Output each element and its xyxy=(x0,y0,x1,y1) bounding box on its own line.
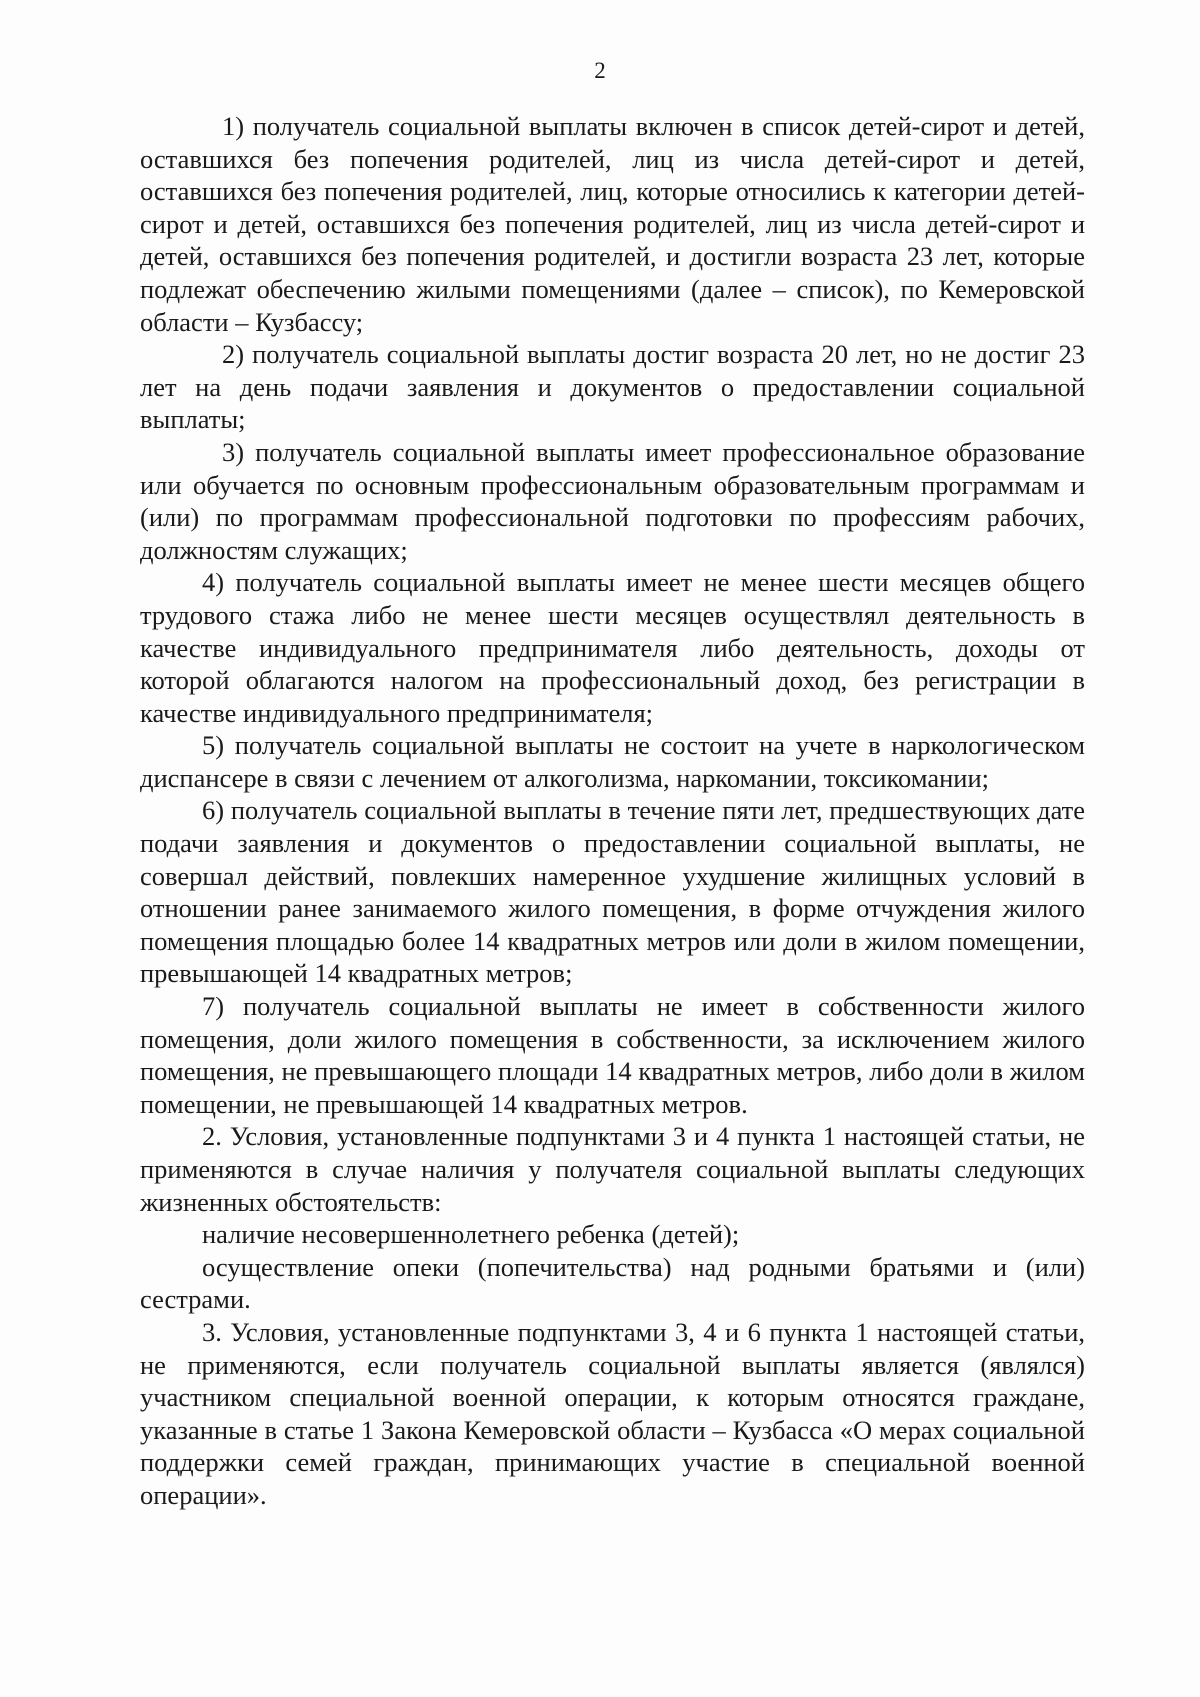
document-body xyxy=(140,110,1085,1512)
paragraph-clause-3: 3. Условия, установленные подпунктами 3, 4 и 6 пункта 1 настоящей статьи, не применяются, если получатель социальной выплаты является (являлся) участником специальной военной операции, к которым относятся граждане, указанные в статье 1 Закона Кемеровской области – Кузбасса «О мерах социальной поддержки семей граждан, принимающих участие в специальной военной операции». xyxy=(140,1316,1085,1510)
paragraph-subitem-2: 2) получатель социальной выплаты достиг возраста 20 лет, но не достиг 23 лет на день подачи заявления и документов о предоставлении социальной выплаты; xyxy=(140,339,1085,435)
paragraph-subitem-6: 6) получатель социальной выплаты в течение пяти лет, предшествующих дате подачи заявления и документов о предоставлении социальной выплаты, не совершал действий, повлекших намеренное ухудшение жилищных условий в отношении ранее занимаемого жилого помещения, в форме отчуждения жилого помещения площадью более 14 квадратных метров или доли в жилом помещении, превышающей 14 квадратных метров; xyxy=(140,795,1085,989)
paragraph-subitem-5: 5) получатель социальной выплаты не состоит на учете в наркологическом диспансере в связи с лечением от алкоголизма, наркомании, токсикомании; xyxy=(140,730,1085,793)
paragraph-circumstance-1: наличие несовершеннолетнего ребенка (детей); xyxy=(202,1219,740,1250)
paragraph-circumstance-2: осуществление опеки (попечительства) над родными братьями и (или) сестрами. xyxy=(140,1251,1085,1315)
paragraph-subitem-3: 3) получатель социальной выплаты имеет профессиональное образование или обучается по основным профессиональным образовательным программам и (или) по программам профессиональной подготовки по профессиям рабочих, должностям служащих; xyxy=(140,436,1085,565)
paragraph-subitem-7: 7) получатель социальной выплаты не имеет в собственности жилого помещения, доли жилого помещения в собственности, за исключением жилого помещения, не превышающего площади 14 квадратных метров, либо доли в жилом помещении, не превышающей 14 квадратных метров. xyxy=(140,991,1085,1119)
paragraph-subitem-1: 1) получатель социальной выплаты включен в список детей-сирот и детей, оставшихся без попечения родителей, лиц из числа детей-сирот и детей, оставшихся без попечения родителей, лиц, которые относились к категории детей-сирот и детей, оставшихся без попечения родителей, лиц из числа детей-сирот и детей, оставшихся без попечения родителей, и достигли возраста 23 лет, которые подлежат обеспечению жилыми помещениями (далее – список), по Кемеровской области – Кузбассу; xyxy=(140,111,1085,337)
paragraph-clause-2: 2. Условия, установленные подпунктами 3 и 4 пункта 1 настоящей статьи, не применяются в случае наличия у получателя социальной выплаты следующих жизненных обстоятельств: xyxy=(140,1121,1085,1217)
paragraph-subitem-4: 4) получатель социальной выплаты имеет не менее шести месяцев общего трудового стажа либо не менее шести месяцев осуществлял деятельность в качестве индивидуального предпринимателя либо деятельность, доходы от которой облагаются налогом на профессиональный доход, без регистрации в качестве индивидуального предпринимателя; xyxy=(140,567,1085,728)
page-number: 2 xyxy=(594,58,606,83)
